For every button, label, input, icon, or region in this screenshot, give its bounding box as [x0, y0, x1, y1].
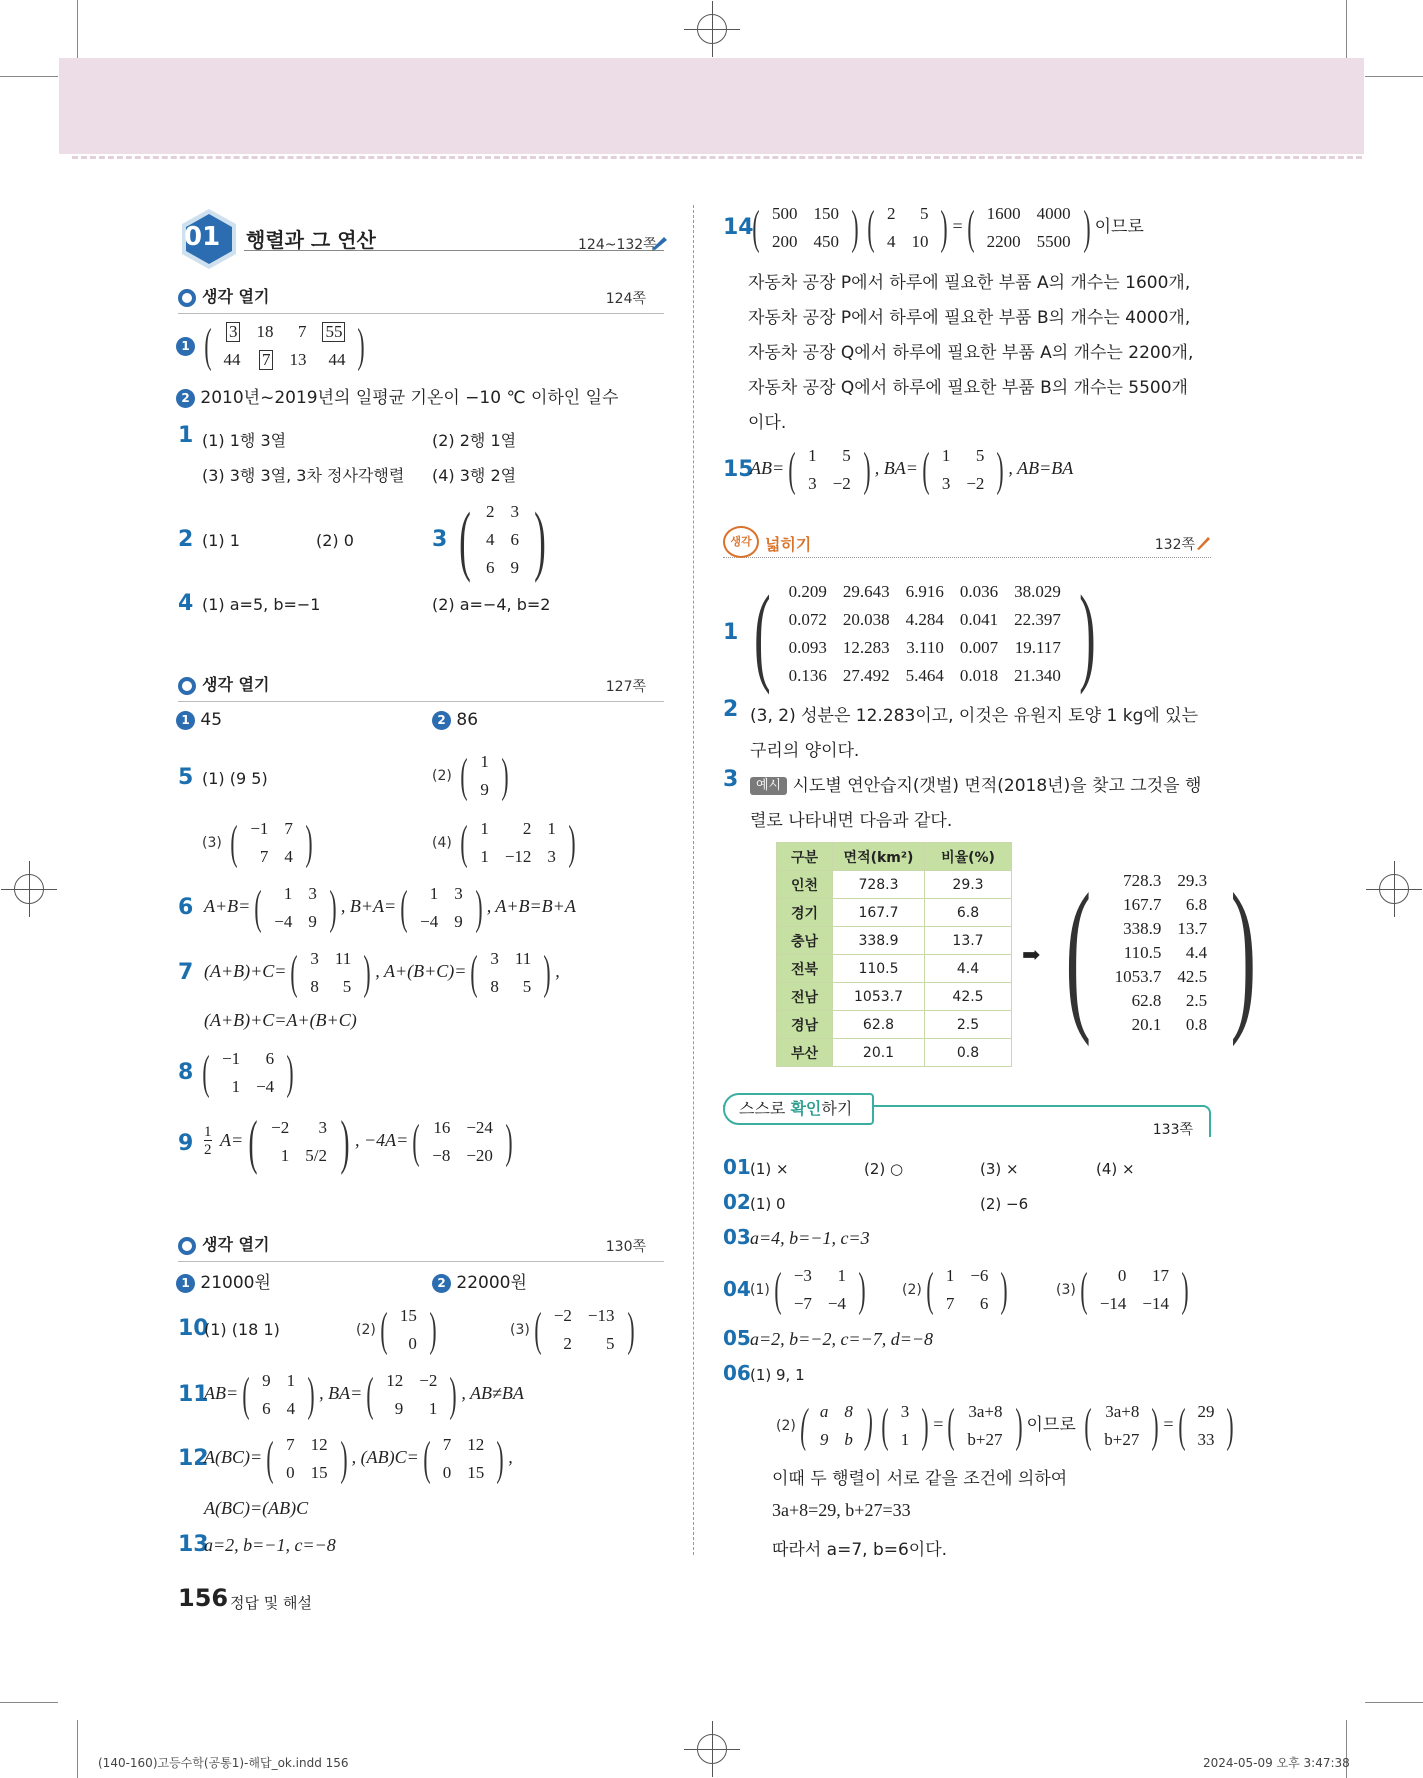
q8-number: 8 [178, 1060, 194, 1085]
q5-b: (2) ( 1 9 ) [432, 749, 509, 802]
q14-number: 14 [723, 215, 754, 240]
pencil-icon [650, 236, 668, 250]
q4-a: (1) a=5, b=−1 [202, 595, 321, 614]
w3-line-2: 렬로 나타내면 다음과 같다. [750, 811, 953, 831]
chapter-title: 행렬과 그 연산 [246, 228, 376, 252]
q15-number: 15 [723, 457, 754, 482]
q1-c: (3) 3행 3열, 3차 정사각행렬 [202, 466, 405, 485]
registration-mark [14, 874, 44, 904]
q1-d: (4) 3행 2열 [432, 466, 517, 485]
s06-number: 06 [723, 1361, 751, 1385]
q8-matrix: ( −1 6 1 −4 ) [202, 1046, 294, 1099]
chapter-number: 01 [184, 222, 221, 252]
column-divider [693, 205, 694, 1555]
pencil-icon [1195, 536, 1211, 550]
footer-label: 정답 및 해설 [230, 1594, 312, 1612]
section-header-self-check: 스스로 확인하기 133쪽 [723, 1105, 1211, 1137]
q3-number: 3 [432, 527, 448, 552]
q6-number: 6 [178, 895, 194, 920]
q4-b: (2) a=−4, b=2 [432, 595, 551, 614]
q5-d: (4) ( 1 2 1 1 −12 3 ) [432, 816, 576, 869]
q2-b: (2) 0 [316, 531, 354, 550]
q2-number: 2 [178, 527, 194, 552]
q2-a: (1) 1 [202, 531, 240, 550]
crop-mark [77, 0, 78, 58]
q3-matrix: ( 2 3 4 6 6 9 ) [459, 496, 546, 583]
q1-b: (2) 2행 1열 [432, 431, 517, 450]
crop-mark [0, 1702, 58, 1703]
s04-a: (1) ( −3 1 −7 −4 ) [750, 1263, 866, 1316]
section-header-open-3: 생각 열기 130쪽 [178, 1230, 664, 1262]
w3-number: 3 [723, 767, 739, 792]
chapter-pages: 124~132쪽 [578, 237, 657, 253]
q12-line2: A(BC)=(AB)C [204, 1498, 309, 1518]
header-band [59, 58, 1364, 154]
q6-answer: A+B= ( 1 3 −4 9 ) , B+A= ( 1 3 −4 9 ) , A+B=B+A [204, 881, 576, 934]
s04-c: (3) ( 0 17 −14 −14 ) [1056, 1263, 1189, 1316]
q14-line-4: 자동차 공장 Q에서 하루에 필요한 부품 B의 개수는 5500개 [748, 378, 1188, 398]
section-header-open-1: 생각 열기 124쪽 [178, 282, 664, 314]
q9-answer: A= ( −2 3 1 5/2 ) , −4A= ( 16 −24 −8 −20 ) [220, 1109, 513, 1175]
q4-number: 4 [178, 591, 194, 616]
q7-line2: (A+B)+C=A+(B+C) [204, 1010, 357, 1030]
q10-b: (2) ( 15 0 ) [356, 1303, 437, 1356]
q10-number: 10 [178, 1316, 209, 1341]
open1-answer-1: 1 ( 3 18 7 55 44 7 13 44 ) [176, 318, 369, 374]
w3-line-1: 예시 시도별 연안습지(갯벌) 면적(2018년)을 찾고 그것을 행 [750, 771, 1201, 796]
registration-mark [697, 14, 727, 44]
crop-mark [1346, 0, 1347, 58]
q14-line-5: 이다. [748, 413, 787, 433]
q15-answer: AB= ( 1 5 3 −2 ) , BA= ( 1 5 3 −2 ) , AB=BA [750, 443, 1074, 496]
open2-answer-2: 2 86 [432, 710, 478, 730]
q10-a: (1) (18 1) [204, 1320, 280, 1339]
q11-answer: AB= ( 9 1 6 4 ) , BA= ( 12 −2 9 1 ) , AB≠BA [204, 1368, 524, 1421]
registration-mark [697, 1734, 727, 1764]
w2-line-1: (3, 2) 성분은 12.283이고, 이것은 유원지 토양 1 kg에 있는 [750, 706, 1199, 726]
q14-line-1: 자동차 공장 P에서 하루에 필요한 부품 A의 개수는 1600개, [748, 273, 1191, 293]
w1-number: 1 [723, 620, 739, 645]
q14-equation: ( 500 150 200 450 ) ( 2 5 4 10 ) = ( 1600 4000 2200 5500 ) 이므로 [752, 201, 1144, 254]
crop-mark [1365, 76, 1423, 77]
arrow-right-icon: ➡ [1022, 942, 1041, 967]
footer-file: (140-160)고등수학(공통1)-해답_ok.indd 156 [98, 1756, 349, 1770]
section-dot-icon [178, 677, 196, 695]
q10-c: (3) ( −2 −13 2 5 ) [510, 1303, 635, 1356]
s04-b: (2) ( 1 −6 7 6 ) [902, 1263, 1009, 1316]
q13-answer: a=2, b=−1, c=−8 [204, 1535, 336, 1555]
w2-line-2: 구리의 양이다. [750, 741, 860, 761]
page-number: 156 [178, 1584, 229, 1612]
s04-number: 04 [723, 1277, 751, 1301]
s01-number: 01 [723, 1155, 751, 1179]
q9-fraction: 1 2 [204, 1124, 212, 1158]
widen-badge: 생각 [723, 526, 759, 558]
q13-number: 13 [178, 1532, 209, 1557]
s03-number: 03 [723, 1225, 751, 1249]
registration-mark [1379, 874, 1409, 904]
q12-number: 12 [178, 1446, 209, 1471]
section-header-open-2: 생각 열기 127쪽 [178, 670, 664, 702]
q14-line-3: 자동차 공장 Q에서 하루에 필요한 부품 A의 개수는 2200개, [748, 343, 1194, 363]
crop-mark [0, 76, 58, 77]
s05-number: 05 [723, 1326, 751, 1350]
crop-mark [77, 1720, 78, 1778]
open3-answer-1: 1 21000원 [176, 1268, 271, 1293]
q5-c: (3) ( −1 7 7 4 ) [202, 816, 313, 869]
wetland-table: 구분 면적(km²) 비율(%) 인천 728.3 29.3 경기 167.7 6.8 충남 338.9 13.7 전북 110.5 4.4 전남 1053.7 42.5 경남 62.8 2.5 부산 20.1 0.8 [776, 842, 1012, 1067]
open1-answer-2: 2 2010년~2019년의 일평균 기온이 −10 ℃ 이하인 일수 [176, 383, 618, 408]
q7-answer: (A+B)+C= ( 3 11 8 5 ) , A+(B+C)= ( 3 11 8 5 ) , [204, 946, 560, 999]
open2-answer-1: 1 45 [176, 710, 222, 730]
q9-number: 9 [178, 1131, 194, 1156]
q12-answer: A(BC)= ( 7 12 0 15 ) , (AB)C= ( 7 12 0 15 ) , [204, 1432, 513, 1485]
q1-number: 1 [178, 423, 194, 448]
s06-b: (2) ( a 8 9 b ) ( 3 1 ) = ( 3a+8 b+27 ) 이므로 ( 3a+8 b+27 ) = ( 29 33 ) [776, 1399, 1235, 1452]
q5-a: (1) (9 5) [202, 769, 268, 788]
section-dot-icon [178, 289, 196, 307]
open3-answer-2: 2 22000원 [432, 1268, 527, 1293]
q5-number: 5 [178, 765, 194, 790]
w1-matrix: ( 0.209 29.643 6.916 0.036 38.029 0.072 20.038 4.284 0.041 22.397 0.093 12.283 3.110 0.007 19.117 0.136 27.492 5.464 0.018 21.340 ) [754, 573, 1096, 695]
w2-number: 2 [723, 697, 739, 722]
q11-number: 11 [178, 1382, 209, 1407]
header-dash [72, 156, 1362, 159]
section-dot-icon [178, 1237, 196, 1255]
s02-number: 02 [723, 1190, 751, 1214]
q14-line-2: 자동차 공장 P에서 하루에 필요한 부품 B의 개수는 4000개, [748, 308, 1191, 328]
crop-mark [1365, 1702, 1423, 1703]
wetland-matrix: ( 728.3 29.3 167.7 6.8 338.9 13.7 110.5 4.4 1053.7 42.5 62.8 2.5 20.1 0.8 ) [1065, 859, 1257, 1047]
footer-date: 2024-05-09 오후 3:47:38 [1203, 1756, 1350, 1770]
section-header-widen: 생각 넓히기 132쪽 [723, 526, 1211, 558]
example-tag: 예시 [750, 777, 787, 795]
q7-number: 7 [178, 960, 194, 985]
q1-a: (1) 1행 3열 [202, 431, 287, 450]
